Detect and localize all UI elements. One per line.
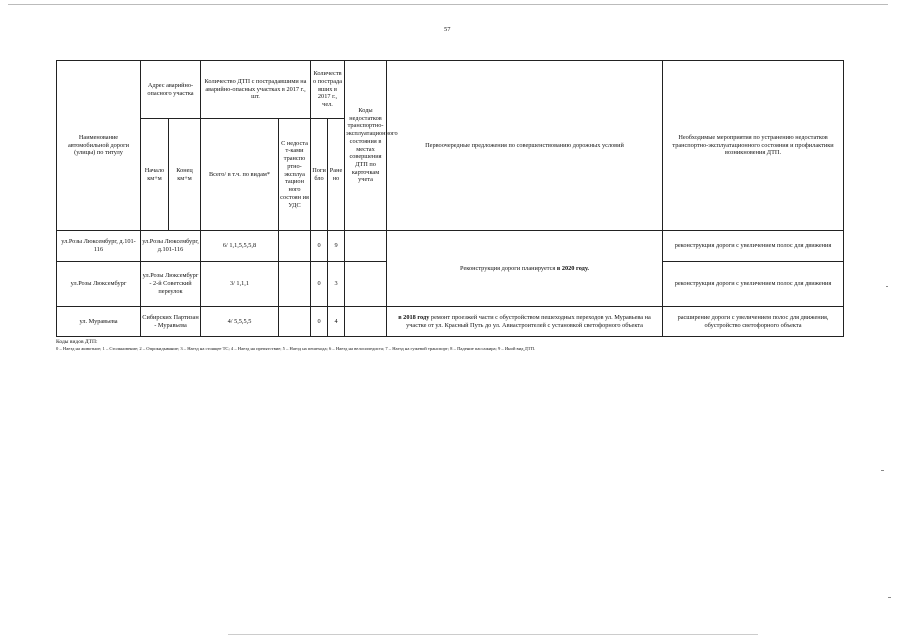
scan-artifact <box>881 470 884 471</box>
row-killed: 0 <box>311 262 328 307</box>
header-accidents: Количество ДТП с пострадавшими на аварийно-опасных участках в 2017 г., шт. <box>201 61 311 119</box>
row-udc <box>279 231 311 262</box>
row-start: ул.Розы Люксембург - 2-й Советский переулок <box>141 262 201 307</box>
merged-proposal-year: в 2020 году. <box>556 264 589 272</box>
scan-artifact <box>8 4 888 5</box>
table-row <box>57 307 844 337</box>
header-proposals: Первоочередные предложения по совершенствованию дорожных условий <box>387 61 663 231</box>
row-road-name: ул.Розы Люксембург, д.101-116 <box>57 231 141 262</box>
table-row <box>57 231 844 262</box>
header-codes: Коды недостатков транспортно-эксплуатационного состояния в местах совершения ДТП по карточкам учета <box>345 61 387 231</box>
row-proposal <box>387 307 663 337</box>
notes <box>56 339 535 353</box>
row-total: 4/ 5,5,5,5 <box>201 307 279 337</box>
row-start: Сибирских Партизан - Муравьева <box>141 307 201 337</box>
header-total: Всего/ в т.ч. по видам* <box>201 119 279 231</box>
header-end: Конец км+м <box>169 119 201 231</box>
row-road-name: ул. Муравьева <box>57 307 141 337</box>
notes-legend: 0 – Наезд на животное; 1 – Столкновение; 2 – Опрокидывание; 3 – Наезд на стоящее ТС; 4 – Наезд на препятствие; 5 – Наезд на пешехода; 6 – Наезд на велосипедиста; 7 – Наезд на гужевой транспорт; 8 – Падение пассажира; 9 – Иной вид ДТП. <box>56 346 536 352</box>
header-victims: Количеств о пострада вших в 2017 г., чел. <box>311 61 345 119</box>
row-measures: расширение дороги с увеличением полос для движения, обустройство светофорного объекта <box>663 307 844 337</box>
row-injured: 9 <box>328 231 345 262</box>
row-injured: 3 <box>328 262 345 307</box>
header-start: Начало км+м <box>141 119 169 231</box>
page-number: 57 <box>444 26 451 33</box>
row-udc <box>279 307 311 337</box>
header-measures: Необходимые мероприятия по устранению недостатков транспортно-эксплуатационного состояния и профилактики возникновения ДТП. <box>663 61 844 231</box>
proposal-text: ремонт проезжей части с обустройством пешеходных переходов ул. Муравьева на участке от ул. Красный Путь до ул. Авиастроителей с установкой светофорного объекта <box>406 313 651 329</box>
merged-proposal-text: Реконструкция дороги планируется <box>460 264 557 272</box>
accident-table <box>56 60 844 337</box>
scan-artifact <box>888 597 891 598</box>
header-address: Адрес аварийно-опасного участка <box>141 61 201 119</box>
header-road-name: Наименование автомобильной дороги (улицы) по титулу <box>57 61 141 231</box>
row-codes <box>345 231 387 262</box>
row-codes <box>345 307 387 337</box>
notes-title: Коды видов ДТП: <box>56 339 98 345</box>
scan-artifact <box>228 634 758 635</box>
merged-proposal <box>387 231 663 307</box>
row-measures: реконструкция дороги с увеличением полос для движения <box>663 231 844 262</box>
header-killed: Поги бло <box>311 119 328 231</box>
row-codes <box>345 262 387 307</box>
row-total: 6/ 1,1,5,5,5,8 <box>201 231 279 262</box>
row-total: 3/ 1,1,1 <box>201 262 279 307</box>
row-killed: 0 <box>311 231 328 262</box>
row-killed: 0 <box>311 307 328 337</box>
row-udc <box>279 262 311 307</box>
row-start: ул.Розы Люксембург, д.101-116 <box>141 231 201 262</box>
header-injured: Ране но <box>328 119 345 231</box>
row-measures: реконструкция дороги с увеличением полос для движения <box>663 262 844 307</box>
row-injured: 4 <box>328 307 345 337</box>
header-udc: С недоста т-ками транспо ртно-эксплуа тацион ного состоян ия УДС <box>279 119 311 231</box>
proposal-year: в 2018 году <box>398 313 430 321</box>
scan-artifact <box>886 286 888 287</box>
row-road-name: ул.Розы Люксембург <box>57 262 141 307</box>
